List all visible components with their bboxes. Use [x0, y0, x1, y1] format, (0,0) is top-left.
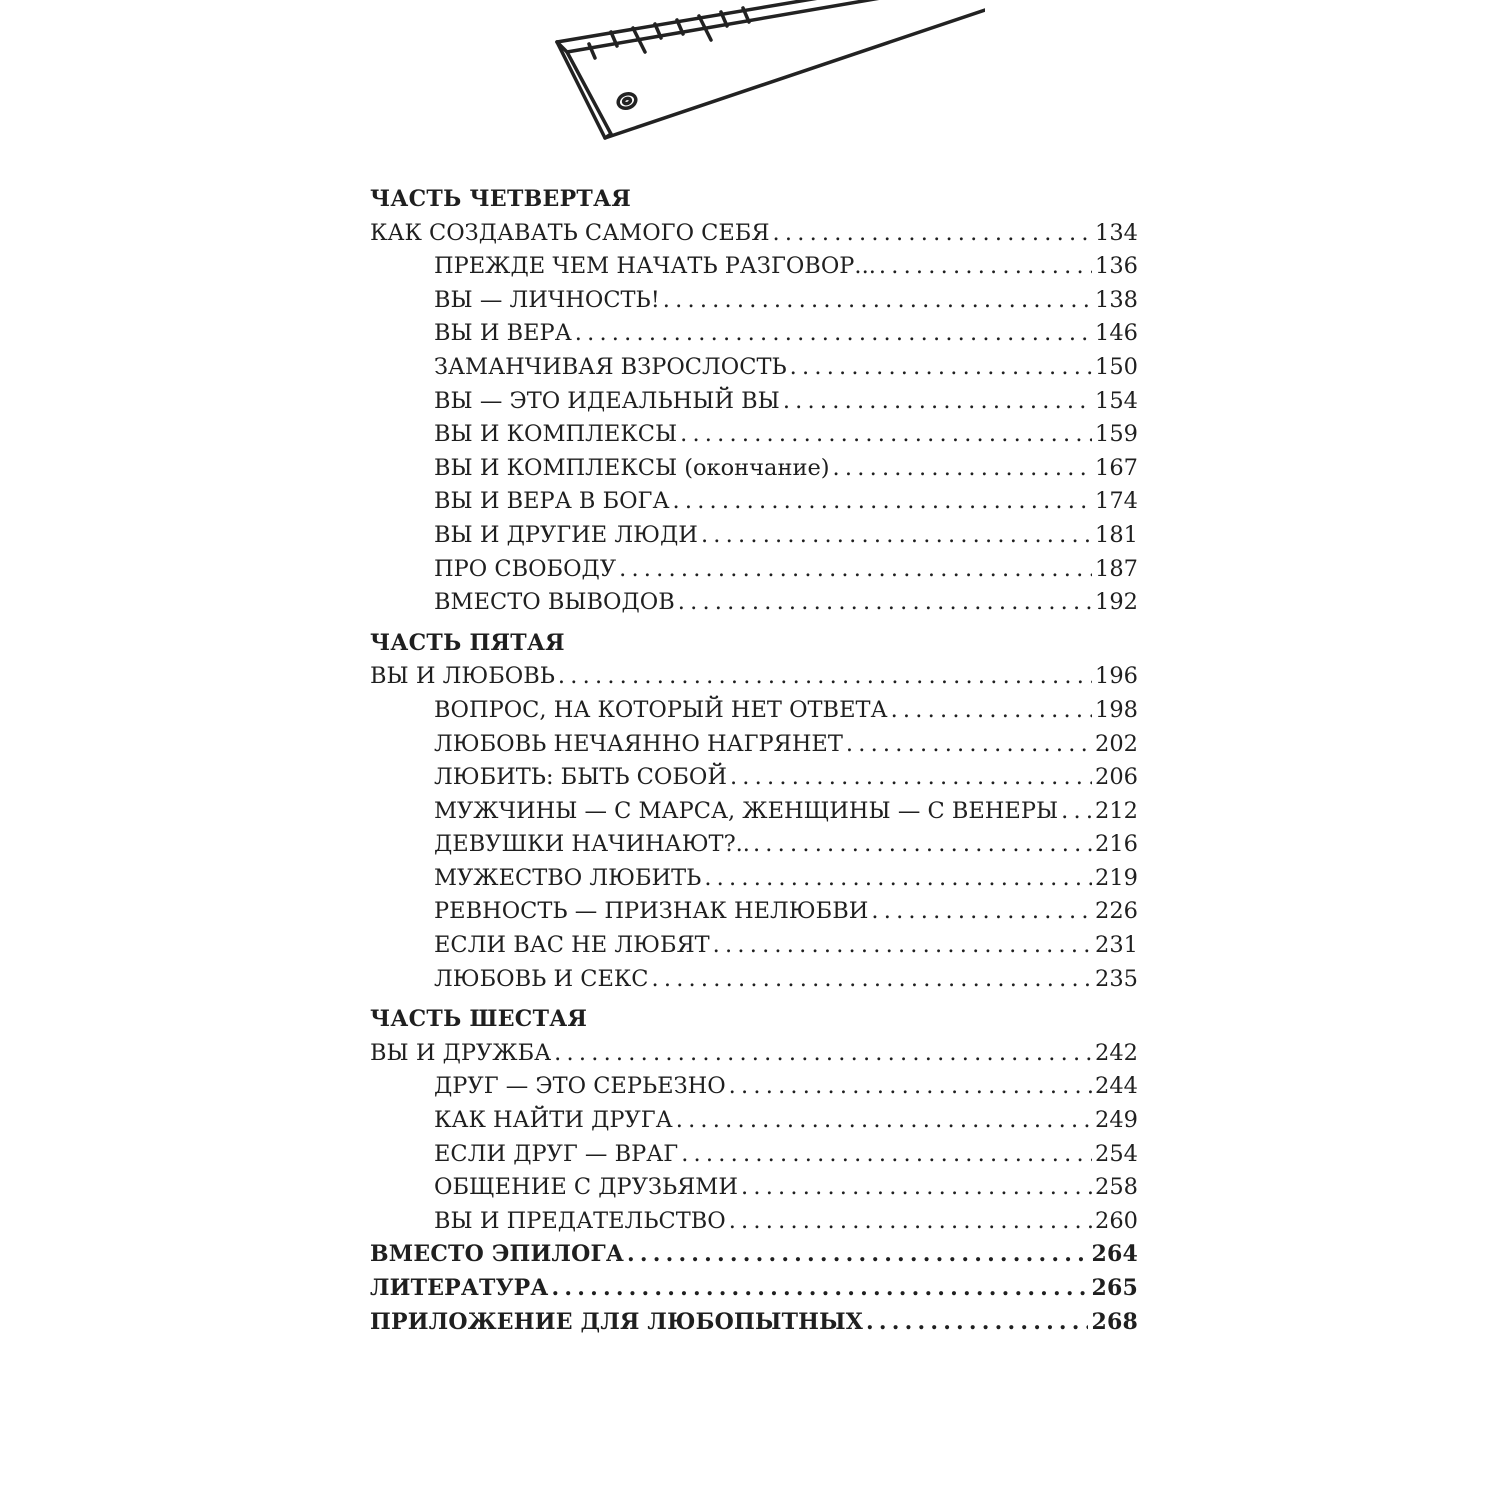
toc-page: 249: [1095, 1107, 1138, 1134]
leader-dots: [681, 1138, 1092, 1172]
toc-page: 206: [1095, 764, 1138, 791]
toc-literature[interactable]: [370, 1272, 1138, 1306]
leader-dots: [879, 250, 1092, 284]
toc-page: 198: [1095, 696, 1138, 723]
toc-title: ЕСЛИ ДРУГ — ВРАГ: [434, 1140, 679, 1167]
toc-appendix[interactable]: [370, 1306, 1138, 1340]
toc-title: ВМЕСТО ЭПИЛОГА: [370, 1241, 625, 1268]
leader-dots: [741, 1171, 1092, 1205]
part-six: [370, 1003, 1138, 1238]
toc-title: ВЫ И КОМПЛЕКСЫ: [434, 421, 678, 448]
leader-dots: [790, 351, 1092, 385]
toc-page: 146: [1095, 320, 1138, 347]
leader-dots: [729, 1070, 1092, 1104]
ruler-icon: [545, 0, 985, 150]
leader-dots: [652, 963, 1093, 997]
toc-page: 159: [1095, 421, 1138, 448]
toc-page: 226: [1095, 898, 1138, 925]
toc-item[interactable]: [370, 553, 1138, 587]
toc-chapter[interactable]: [370, 1037, 1138, 1071]
leader-dots: [673, 485, 1093, 519]
toc-page: 202: [1095, 730, 1138, 757]
toc-title: ОБЩЕНИЕ С ДРУЗЬЯМИ: [434, 1174, 738, 1201]
toc-item[interactable]: [370, 1070, 1138, 1104]
toc-item[interactable]: [370, 895, 1138, 929]
toc-title: ЛИТЕРАТУРА: [370, 1275, 549, 1301]
toc-page: 242: [1095, 1039, 1138, 1066]
toc-title: ЛЮБОВЬ И СЕКС: [434, 965, 649, 992]
toc-item[interactable]: [370, 795, 1138, 829]
toc-item[interactable]: [370, 761, 1138, 795]
toc-page: 150: [1095, 353, 1138, 380]
toc-item[interactable]: [370, 828, 1138, 862]
toc-title: ПРИЛОЖЕНИЕ ДЛЯ ЛЮБОПЫТНЫХ: [370, 1308, 864, 1335]
toc-title: ДРУГ — ЭТО СЕРЬЕЗНО: [434, 1073, 726, 1100]
leader-dots: [552, 1272, 1089, 1306]
toc-page: 196: [1095, 663, 1138, 690]
toc-title: ПРЕЖДЕ ЧЕМ НАЧАТЬ РАЗГОВОР...: [434, 253, 876, 280]
toc-page: 260: [1095, 1207, 1138, 1234]
toc-title: ВМЕСТО ВЫВОДОВ: [434, 589, 675, 616]
toc-page: 244: [1095, 1073, 1138, 1100]
toc-page: 192: [1095, 589, 1138, 616]
toc-title: ВЫ — ЭТО ИДЕАЛЬНЫЙ ВЫ: [434, 387, 780, 414]
toc-page: 265: [1091, 1275, 1138, 1301]
toc-title: ВЫ И КОМПЛЕКСЫ (окончание): [434, 454, 830, 481]
toc-item[interactable]: [370, 728, 1138, 762]
toc-page: 181: [1095, 521, 1138, 548]
toc-title: РЕВНОСТЬ — ПРИЗНАК НЕЛЮБВИ: [434, 898, 869, 925]
leader-dots: [773, 217, 1093, 251]
toc-title: ЛЮБИТЬ: БЫТЬ СОБОЙ: [434, 764, 727, 791]
toc-title: ВЫ И ЛЮБОВЬ: [370, 663, 555, 690]
toc-title: ВЫ И ДРУЖБА: [370, 1039, 552, 1066]
toc-page: 219: [1095, 864, 1138, 891]
leader-dots: [678, 586, 1092, 620]
leader-dots: [891, 694, 1092, 728]
toc-title: ВЫ И ВЕРА: [434, 320, 572, 347]
toc-item[interactable]: [370, 418, 1138, 452]
leader-dots: [575, 317, 1092, 351]
leader-dots: [704, 862, 1092, 896]
toc-page: 231: [1095, 932, 1138, 959]
leader-dots: [627, 1238, 1088, 1272]
toc-page: 216: [1095, 831, 1138, 858]
leader-dots: [729, 1205, 1092, 1239]
part-five: [370, 627, 1138, 997]
toc-page: 264: [1091, 1241, 1138, 1268]
toc-page: 187: [1095, 555, 1138, 582]
toc-title: ВЫ И ДРУГИЕ ЛЮДИ: [434, 521, 698, 548]
toc-item[interactable]: [370, 929, 1138, 963]
toc-title: ДЕВУШКИ НАЧИНАЮТ?..: [434, 831, 750, 858]
toc-title: КАК СОЗДАВАТЬ САМОГО СЕБЯ: [370, 219, 770, 246]
toc-item[interactable]: [370, 284, 1138, 318]
toc-page: 258: [1095, 1174, 1138, 1201]
leader-dots: [846, 728, 1092, 762]
leader-dots: [663, 284, 1092, 318]
leader-dots: [866, 1306, 1088, 1340]
toc-chapter[interactable]: [370, 217, 1138, 251]
toc-title: ВЫ И ПРЕДАТЕЛЬСТВО: [434, 1207, 726, 1234]
leader-dots: [783, 385, 1092, 419]
toc-title: ЕСЛИ ВАС НЕ ЛЮБЯТ: [434, 932, 710, 959]
leader-dots: [833, 452, 1093, 486]
toc-page: 254: [1095, 1140, 1138, 1167]
toc-page: 268: [1091, 1308, 1138, 1335]
toc-item[interactable]: [370, 1171, 1138, 1205]
toc-item[interactable]: [370, 385, 1138, 419]
toc-page: 235: [1095, 965, 1138, 992]
toc-item[interactable]: [370, 317, 1138, 351]
toc-title: МУЖЧИНЫ — С МАРСА, ЖЕНЩИНЫ — С ВЕНЕРЫ: [434, 797, 1059, 824]
toc-title: ПРО СВОБОДУ: [434, 555, 617, 582]
toc-item[interactable]: [370, 963, 1138, 997]
part-title: ЧАСТЬ ПЯТАЯ: [370, 629, 565, 656]
toc-page: 134: [1095, 219, 1138, 246]
leader-dots: [554, 1037, 1092, 1071]
leader-dots: [680, 418, 1092, 452]
toc-title: КАК НАЙТИ ДРУГА: [434, 1107, 673, 1134]
leader-dots: [730, 761, 1092, 795]
leader-dots: [753, 828, 1092, 862]
toc-item[interactable]: [370, 694, 1138, 728]
leader-dots: [713, 929, 1092, 963]
toc-page: 138: [1095, 286, 1138, 313]
toc-page: 212: [1095, 797, 1138, 824]
part-title: ЧАСТЬ ШЕСТАЯ: [370, 1006, 588, 1033]
toc-item[interactable]: [370, 519, 1138, 553]
toc-item[interactable]: [370, 586, 1138, 620]
leader-dots: [871, 895, 1092, 929]
toc-item[interactable]: [370, 250, 1138, 284]
toc-item[interactable]: [370, 452, 1138, 486]
leader-dots: [1061, 795, 1092, 829]
toc-page: 174: [1095, 488, 1138, 515]
toc-item[interactable]: [370, 351, 1138, 385]
leader-dots: [676, 1104, 1092, 1138]
leader-dots: [701, 519, 1092, 553]
toc-page: 136: [1095, 253, 1138, 280]
toc-item[interactable]: [370, 1104, 1138, 1138]
toc-item[interactable]: [370, 1205, 1138, 1239]
toc-title: ВОПРОС, НА КОТОРЫЙ НЕТ ОТВЕТА: [434, 696, 888, 723]
toc-title: ЛЮБОВЬ НЕЧАЯННО НАГРЯНЕТ: [434, 730, 843, 757]
toc-page: 154: [1095, 387, 1138, 414]
leader-dots: [558, 660, 1092, 694]
toc-title: ВЫ И ВЕРА В БОГА: [434, 488, 670, 515]
toc-title: МУЖЕСТВО ЛЮБИТЬ: [434, 864, 702, 891]
toc-item[interactable]: [370, 1138, 1138, 1172]
part-four: [370, 183, 1138, 620]
toc-epilogue[interactable]: [370, 1238, 1138, 1272]
part-title: ЧАСТЬ ЧЕТВЕРТАЯ: [370, 186, 632, 212]
toc-item[interactable]: [370, 862, 1138, 896]
toc-page: 167: [1095, 454, 1138, 481]
leader-dots: [619, 553, 1092, 587]
toc-chapter[interactable]: [370, 660, 1138, 694]
table-of-contents: [370, 183, 1138, 1339]
toc-title: ЗАМАНЧИВАЯ ВЗРОСЛОСТЬ: [434, 353, 787, 380]
toc-title: ВЫ — ЛИЧНОСТЬ!: [434, 286, 660, 313]
toc-item[interactable]: [370, 485, 1138, 519]
